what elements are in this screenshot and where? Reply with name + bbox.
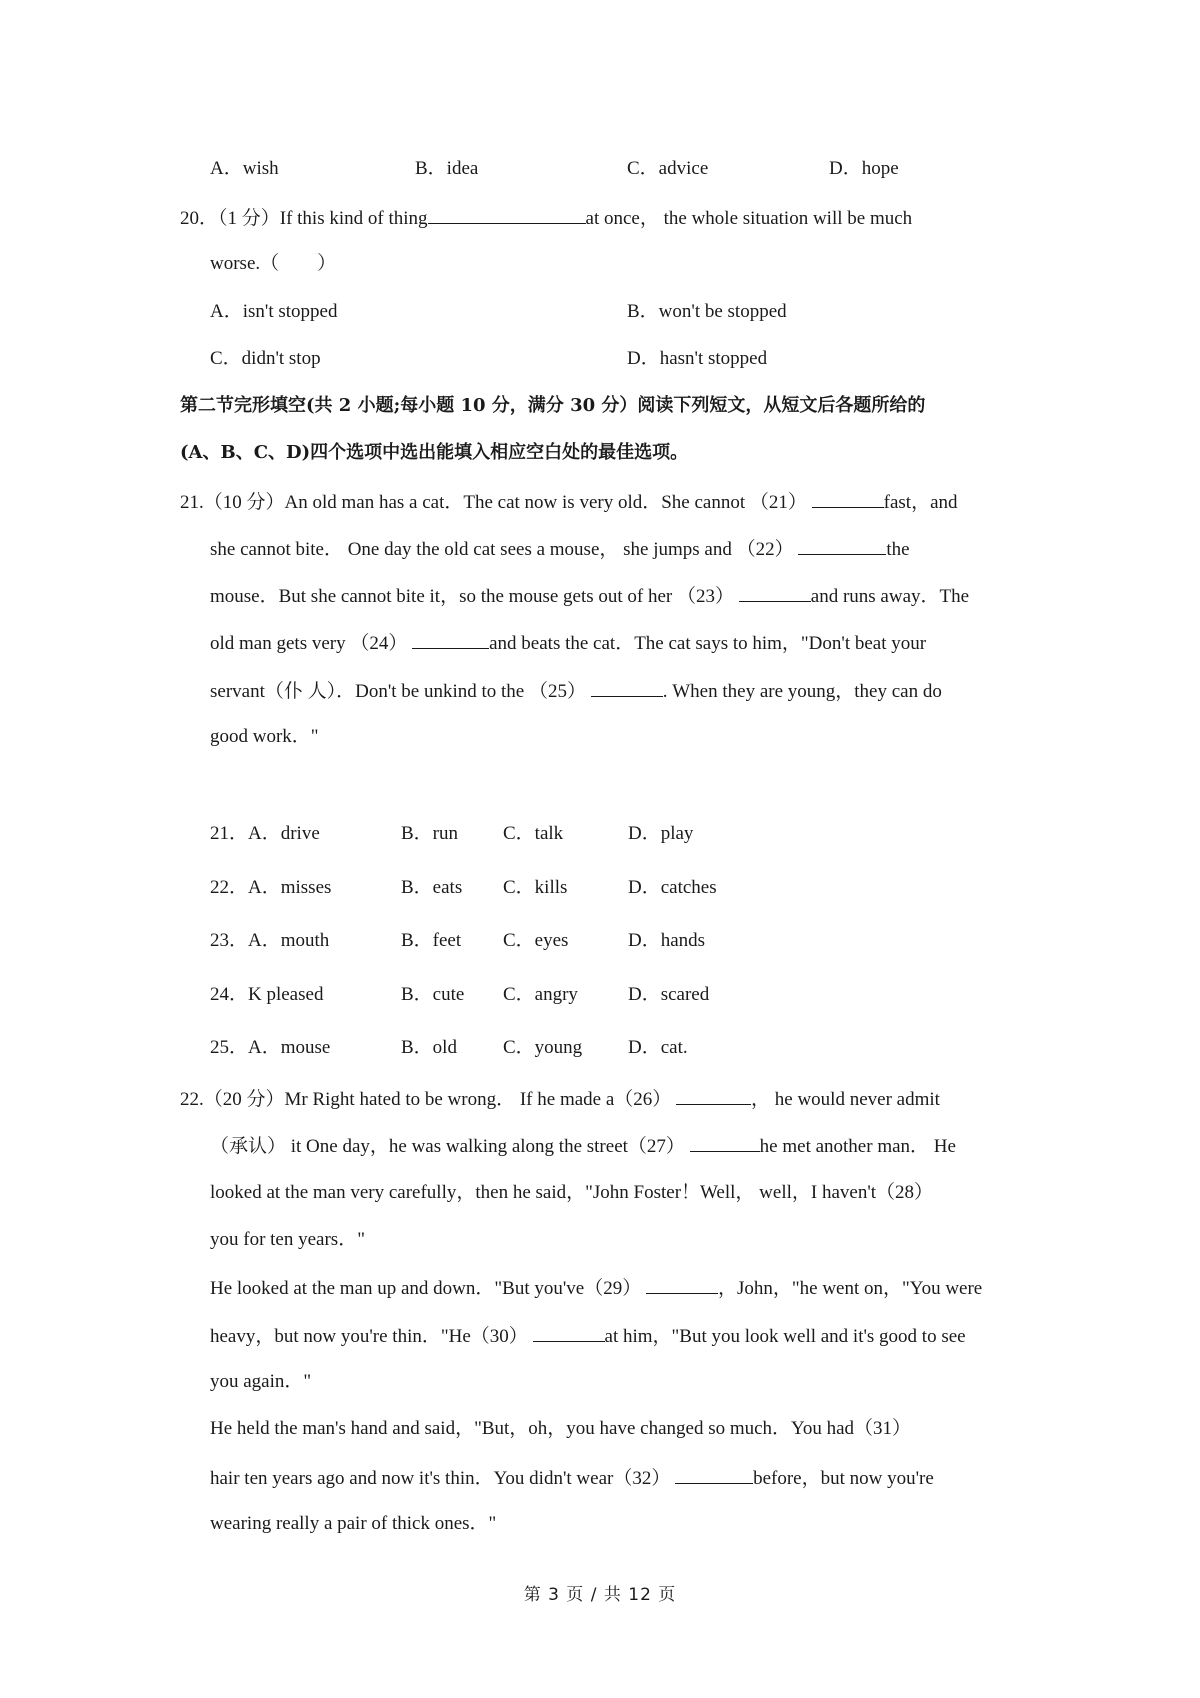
q19-option-a: A．wish (210, 158, 279, 179)
choice-21-b: B．run (401, 823, 459, 844)
q21-line-5 (210, 678, 942, 704)
choice-23-d: D．hands (628, 930, 706, 951)
q22-text: ，John，"he went on，"You were (717, 1278, 983, 1299)
q20-stem-start: 20．（1 分）If this kind of thing (180, 208, 428, 229)
q22-line-2 (210, 1133, 956, 1159)
choice-24-c: C．angry (503, 984, 578, 1005)
page-footer: 第 3 页 / 共 12 页 (523, 1585, 677, 1605)
q20-line-1 (180, 205, 912, 231)
q22-text: hair ten years ago and now it's thin．You didn't wear（32） (210, 1468, 671, 1489)
q22-line-3: looked at the man very carefully，then he said，"John Foster！Well， well，I haven't（28） (210, 1182, 934, 1203)
q21-line-3 (210, 583, 969, 609)
choice-22-c: C．kills (503, 877, 568, 898)
q22-line-7: you again．" (210, 1371, 312, 1392)
q21-text: fast，and (883, 492, 958, 513)
choice-row-25: 25．A．mouse (210, 1037, 331, 1058)
q20-option-d: D．hasn't stopped (627, 348, 768, 369)
q21-text: . When they are young，they can do (662, 681, 942, 702)
choice-25-c: C．young (503, 1037, 583, 1058)
answer-blank (428, 205, 586, 224)
q22-line-4: you for ten years．" (210, 1229, 365, 1250)
answer-blank (739, 583, 811, 602)
answer-blank (646, 1275, 718, 1294)
q21-text: mouse．But she cannot bite it，so the mouse gets out of her （23） (210, 586, 735, 607)
choice-24-d: D．scared (628, 984, 710, 1005)
q21-text: servant（仆 人）．Don't be unkind to the （25） (210, 681, 586, 702)
choice-row-23: 23．A．mouth (210, 930, 330, 951)
q21-line-6: good work．" (210, 726, 319, 747)
q22-text: He looked at the man up and down．"But you've（29） (210, 1278, 642, 1299)
section-heading-line-1: 第二节完形填空(共 2 小题;每小题 10 分，满分 30 分）阅读下列短文，从短文后各题所给的 (180, 395, 926, 416)
q21-text: old man gets very （24） (210, 633, 408, 654)
q22-line-8: He held the man's hand and said，"But，oh，you have changed so much．You had（31） (210, 1418, 912, 1439)
q21-line-4 (210, 630, 926, 656)
q20-option-a: A．isn't stopped (210, 301, 338, 322)
choice-21-c: C．talk (503, 823, 564, 844)
answer-blank (812, 489, 884, 508)
q21-text: 21.（10 分）An old man has a cat．The cat now is very old．She cannot （21） (180, 492, 807, 513)
q22-text: before，but now you're (753, 1468, 934, 1489)
q20-option-c: C．didn't stop (210, 348, 321, 369)
q22-text: （承认） it One day，he was walking along the street（27） (210, 1136, 685, 1157)
choice-25-d: D．cat. (628, 1037, 688, 1058)
q21-text: the (886, 539, 910, 560)
q19-option-d: D．hope (829, 158, 899, 179)
choice-21-d: D．play (628, 823, 694, 844)
answer-blank (412, 630, 489, 649)
q22-line-9 (210, 1465, 934, 1491)
q21-text: she cannot bite． One day the old cat sees a mouse， she jumps and （22） (210, 539, 794, 560)
answer-blank (690, 1133, 760, 1152)
q22-text: at him，"But you look well and it's good to see (604, 1326, 966, 1347)
q22-text: heavy，but now you're thin．"He（30） (210, 1326, 528, 1347)
q20-option-b: B．won't be stopped (627, 301, 787, 322)
choice-22-d: D．catches (628, 877, 717, 898)
answer-blank (798, 536, 886, 555)
q22-text: he met another man． He (759, 1136, 956, 1157)
choice-25-b: B．old (401, 1037, 457, 1058)
q20-stem-end: at once， the whole situation will be much (585, 208, 913, 229)
choice-24-b: B．cute (401, 984, 465, 1005)
q22-line-6 (210, 1323, 966, 1349)
q21-text: and runs away．The (810, 586, 970, 607)
choice-23-c: C．eyes (503, 930, 569, 951)
choice-row-21: 21．A．drive (210, 823, 320, 844)
q22-line-10: wearing really a pair of thick ones．" (210, 1513, 497, 1534)
answer-blank (675, 1465, 753, 1484)
q21-line-2 (210, 536, 910, 562)
q21-text: and beats the cat．The cat says to him，"Don't beat your (489, 633, 927, 654)
q19-option-b: B．idea (415, 158, 479, 179)
choice-23-b: B．feet (401, 930, 462, 951)
choice-22-b: B．eats (401, 877, 463, 898)
choice-row-24: 24．K pleased (210, 984, 324, 1005)
q22-text: 22.（20 分）Mr Right hated to be wrong． If he made a（26） (180, 1089, 672, 1110)
choice-row-22: 22．A．misses (210, 877, 332, 898)
q19-option-c: C．advice (627, 158, 709, 179)
q22-line-5 (210, 1275, 982, 1301)
answer-blank (591, 678, 663, 697)
section-heading-line-2: (A、B、C、D)四个选项中选出能填入相应空白处的最佳选项。 (180, 442, 689, 463)
q20-line-2: worse.（ ） (210, 253, 337, 274)
answer-blank (676, 1086, 751, 1105)
q21-line-1 (180, 489, 958, 515)
q22-text: ， he would never admit (751, 1089, 940, 1110)
q22-line-1 (180, 1086, 940, 1112)
answer-blank (533, 1323, 605, 1342)
